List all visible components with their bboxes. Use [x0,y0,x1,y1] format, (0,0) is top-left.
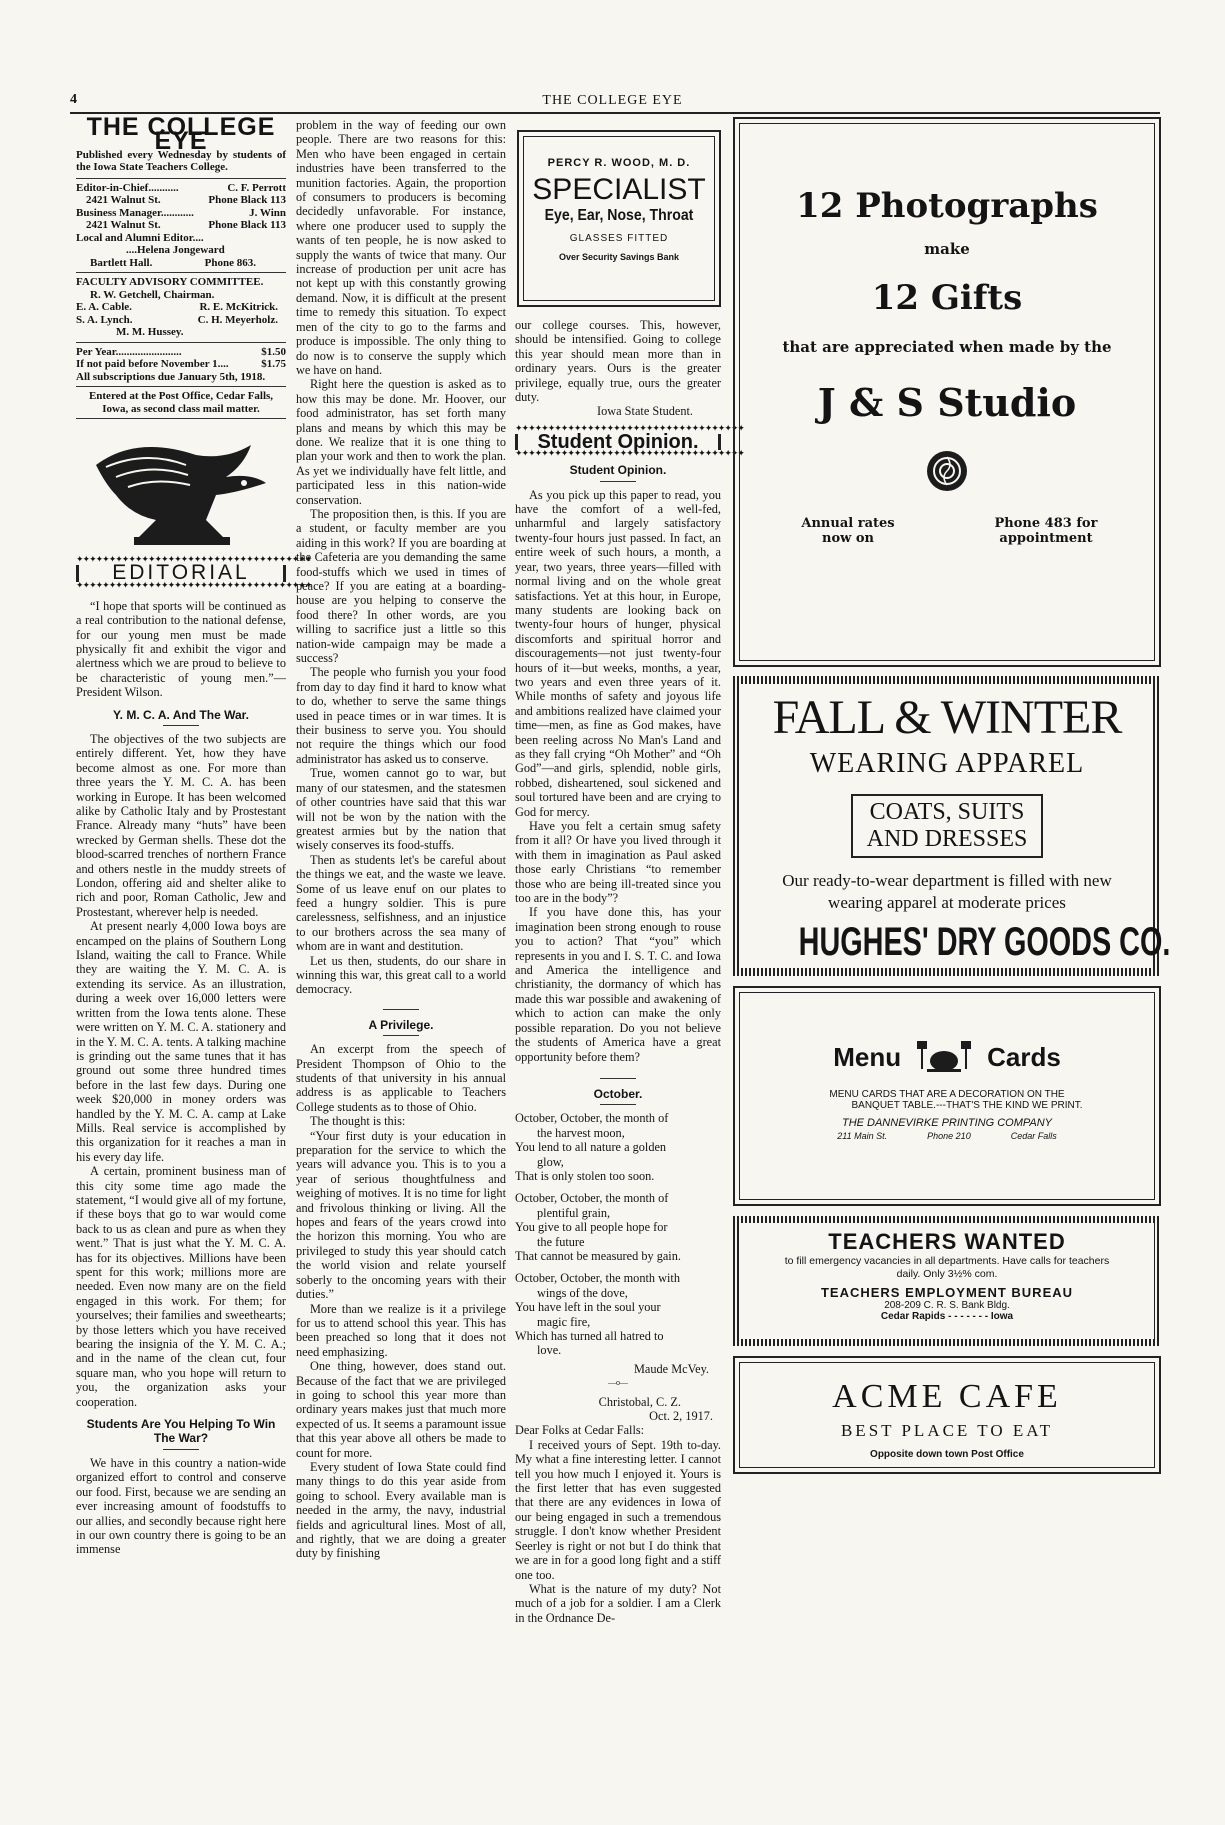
privilege-heading: A Privilege. [368,1017,434,1032]
poem-line: love. [537,1343,562,1358]
doctor-location: Over Security Savings Bank [558,252,680,262]
privilege-paragraph: The thought is this: [310,1114,406,1129]
studio-gifts: 12 Gifts [871,278,1023,318]
poem-line: wings of the dove, [537,1285,628,1300]
column-2 [296,118,506,1561]
wilson-quote: “I hope that sports will be continued as a real contribution to the national defense, for our young men must be made physically fit and exhibit the vigor and alertness which we are proud to believe to be characteristic of young men.”—President Wilson. [76,598,286,700]
column-3: our college courses. This, however, should be intensified. Going to college this year should mean more than in ordinary years. Ours is the greater privilege, equally true, ours the greater duty. Iowa State Student. ✦✦✦✦✦✦✦✦✦✦✦✦✦✦✦✦✦✦✦✦✦✦✦✦✦✦✦✦✦✦✦✦✦✦✦ Student Opinion. ✦✦✦✦✦✦✦✦✦✦✦✦✦✦✦✦✦✦✦✦✦✦✦✦✦✦✦✦✦✦✦✦✦✦✦ Student Opinion. As you pick up this paper to read, you have the comfort of a well-fed, unharmful and largely satisfactory twenty-four hours just passed. In fact, an entire week of such hours, a month, a year, two years, three years—filled with normal living and on the whole great satisfactions. Yet at this hour, in Europe, many students are looking back on twenty-four hours of hunger, physical discomforts and spiritual horror and discouragements—not just twenty-four hours of it—but weeks, months, a year, two years and even three years of it. While months of safety and joyous life and ambitions realized have claimed your time—men, as fine as God makes, have been reeling across No Man's Land and as they fall crying “Oh Mother” and “Oh God”—and girls, splendid, noble girls, robbed, disheartened, soul sickened and soul tortured have been and are crying to God for mercy. Have you felt a certain smug safety from it all? Or have you lived through it with them in imagination as Paul asked those early Christians “to remember those who are being ill-treated since you too are in the body”? If you have done this, has your imagination been strong enough to rouse you to action? That “you” which represents in you and I. S. T. C. and Iowa and America the intelligence and christianity, the dormancy of which has made this war possible and awakening of which to action can make the only possible reparation. Do you not believe the students of America have a great opportunity before them? October. October, October, the month of the harvest moon, You lend to all nature a golden glow, That is only stolen too soon. October, October, the month of plentiful grain, You give to all people hope for the future That cannot be measured by gain. October, October, the month with wings of the dove, You have left in the soul your magic fire, Which has turned all hatred to love. Maude McVey. —o— Christobal, C. Z. Oct. 2, 1917. Dear Folks at Cedar Falls: I received yours of Sept. 19th to-day. My what a fine interesting letter. I cannot tell you how much I enjoyed it. Yours is the first letter that has even suggested that there are any evidences in Iowa of our being engaged in such a tremendous struggle. I don't know whether President Seerley is right or not but I do think that we are in for a good long fight and a stiff one too. What is the nature of my duty? Not much of a job for a soldier. I am a Clerk in the Ordnance De- [515,318,744,1625]
help-heading: Students Are You Helping To Win The War? [86,1417,276,1446]
studio-headline: 12 Photographs [796,186,1098,226]
poem-line: You give to all people hope for [515,1220,668,1235]
student-opinion-heading: Student Opinion. [569,463,667,478]
employment-bureau: TEACHERS EMPLOYMENT BUREAU [820,1285,1074,1300]
poem-line: October, October, the month of [515,1111,669,1126]
poem-line: glow, [537,1154,564,1169]
bureau-address: 208-209 C. R. S. Bank Bldg. [884,1300,1010,1311]
student-opinion-box: ✦✦✦✦✦✦✦✦✦✦✦✦✦✦✦✦✦✦✦✦✦✦✦✦✦✦✦✦✦✦✦✦✦✦✦ Student Opinion. ✦✦✦✦✦✦✦✦✦✦✦✦✦✦✦✦✦✦✦✦✦✦✦✦✦✦✦✦✦✦✦✦✦✦✦ [515,423,744,460]
privilege-paragraph: More than we realize is it a privilege for us to attend school this year. This has been preached so long that it does not need emphasizing. [296,1301,506,1359]
staff-list: Editor-in-Chief........... C. F. Perrott 2421 Walnut St. Phone Black 113 Business Manager............ J. Winn 2421 Walnut St. Phone Black 113 Local and Alumni Editor.... ....Helena Jongeward Bartlett Hall. Phone 863. [76,181,286,269]
star-border-top: ✦✦✦✦✦✦✦✦✦✦✦✦✦✦✦✦✦✦✦✦✦✦✦✦✦✦✦✦✦✦✦✦✦✦✦✦ [76,555,312,566]
editorial-box [76,555,312,591]
specialty-line: Eye, Ear, Nose, Throat [544,207,694,224]
page-number: 4 [70,92,77,107]
studio-tagline: that are appreciated when made by the [782,338,1112,356]
acme-name: ACME CAFE [832,1378,1062,1415]
opinion-paragraph: Have you felt a certain smug safety from it all? Or have you lived through it with them in imagination as Paul asked those early Christians “to remember those who are being ill-treated since you too are in the body”? [515,819,721,906]
food-paragraph: problem in the way of feeding our own people. There are two reasons for this: Men who have been engaged in certain industries have been transferred to the munition factories. Again, the proportion of consumers to producers is becoming decidedly unfavorable. For instance, where one producer used to supply the wants of ten people, he is now asked to supply the wants of twice that many. Our increase of production per unit acre has not kept up with this constantly growing demand. Now, it is difficult at the present time to remedy this situation. To expect men of the city to go to the farms and produce is impossible. The only thing to do now is to conserve the supply which we have on hand. [296,118,506,377]
menu-cards-ad [733,986,1161,1206]
hughes-name: HUGHES' DRY GOODS CO. [798,920,1171,964]
studio-rates: Annual rates now on [801,516,895,546]
doctor-name: PERCY R. WOOD, M. D. [547,157,691,169]
poem-author: Maude McVey. [633,1361,709,1376]
privilege-paragraph: Every student of Iowa State could find many things to do this year aside from going to school. Every available man is needed in the army, the navy, industrial fields and agricultural lines. Most of all, and rightly, that we are doing a greater duty by finishing [296,1459,506,1561]
teachers-wanted-title: TEACHERS WANTED [828,1229,1066,1254]
ymca-paragraph: A certain, prominent business man of this city some time ago made the statement, “I would give all of my fortune, if these boys that go to war would come back to us as clean and pure as when they went.” That is just what the Y. M. C. A. has for its objectives. Millions have been spent for this work; millions more are needed. Even now many are on the field engaged in this work. For them; for yourselves; their families and sweethearts; by those letters which you have received bearing the insignia of the Y. M. C. A.; and in the name of the clean cut, four square man, who you hope will return to you, the organization asks your cooperation. [76,1164,287,1409]
poem-line: October, October, the month with [515,1271,680,1286]
subscription-rates: Per Year........................ $1.50 If not paid before November 1.... $1.75 All subscriptions due January 5th, 1918. [76,345,286,383]
poem-line: the future [537,1234,585,1249]
hughes-ad [733,676,1171,976]
acme-tagline: BEST PLACE TO EAT [840,1421,1054,1440]
rose-icon [923,447,971,495]
dining-icon [915,1039,973,1075]
studio-phone: Phone 483 for appointment [994,516,1098,546]
opinion-paragraph: If you have done this, has your imagination been strong enough to rouse you to action? That “you” which represents in you and I. S. T. C. and Iowa and America the intelligence and christianity, the dormancy of which has made this war possible and awakening of which to action can make the only possible reparation. Do you not believe the students of America have a great opportunity before them? [515,905,721,1064]
help-paragraph: We have in this country a nation-wide organized effort to control and conserve our food. First, because we are sending an ever increasing amount of foodstuffs to our allies, and secondly because right here in our own country there is going to be an immense [76,1455,286,1557]
eagle-illustration [76,425,286,550]
printing-city: Cedar Falls [1010,1131,1057,1141]
dresses-line: AND DRESSES [866,826,1028,852]
faculty-committee: FACULTY ADVISORY COMMITTEE. R. W. Getchell, Chairman. E. A. Cable. R. E. McKitrick. S. A. Lynch. C. H. Meyerholz. M. M. Hussey. [76,276,278,339]
letter-date: Oct. 2, 1917. [649,1409,713,1424]
printing-phone: Phone 210 [927,1131,971,1141]
poem-line: October, October, the month of [515,1191,669,1206]
opinion-paragraph: As you pick up this paper to read, you have the comfort of a well-fed, unharmful and largely satisfactory twenty-four hours just passed. In fact, an entire week of such hours, a month, a year, two years, three years—filled with normal living and on the whole great satisfactions. Yet at this hour, in Europe, many students are looking back on twenty-four hours of hunger, physical discomforts and spiritual horror and discouragements—not just twenty-four hours of it—but weeks, months, a year, two years and even three years of it. While months of safety and joyous life and ambitions realized have claimed your time—men, as fine as God makes, have been reeling across No Man's Land and as they fall crying “Oh Mother” and “Oh God”—and girls, splendid, noble girls, robbed, disheartened, soul sickened and soul tortured have been and are crying to God for mercy. [515,487,721,819]
teachers-line-2: daily. Only 3½% com. [896,1268,998,1280]
postal-entry: Entered at the Post Office, Cedar Falls, Iowa, as second class mail matter. [88,390,274,415]
specialist-label: SPECIALIST [532,173,706,206]
printing-company: THE DANNEVIRKE PRINTING COMPANY [841,1117,1053,1129]
student-opinion-label: Student Opinion. [515,434,721,450]
cards-word: Cards [987,1041,1061,1072]
signature: Iowa State Student. [597,404,693,419]
letter-paragraph: I received yours of Sept. 19th to-day. My what a fine interesting letter. I cannot tell you how much I enjoyed it. Yours is the first letter that has even suggested that there are any evidences in Iowa of our being engaged in such a tremendous struggle. I don't know whether President Seerley is right or not but I do think that we are in for a good long fight and a stiff one too. [515,1437,721,1582]
letter-place: Christobal, C. Z. [598,1394,681,1409]
acme-location: Opposite down town Post Office [870,1449,1024,1460]
ymca-paragraph: The objectives of the two subjects are entirely different. Yet, how they have become almost as one. For more than three years the Y. M. C. A. has been working in Europe. It has been welcomed alike by Catholic Italy and by Prostestant France. Already many “huts” have been wrecked by German shells. These dot the blood-scarred trenches of northern France and others nestle in the muddy streets of London, offering aid and shelter alike to rich and poor, Roman Catholic, Jew and Prostestant, wherever help is needed. [76,731,286,919]
poem-line: plentiful grain, [537,1205,611,1220]
privilege-paragraph: One thing, however, does stand out. Because of the fact that we are privileged in going to school this year more than ordinary years makes just that much more expected of us. It seems a paramount issue that this year above all others be made to count for more. [296,1359,506,1460]
menu-line-1: MENU CARDS THAT ARE A DECORATION ON THE [829,1089,1065,1100]
privilege-paragraph: “Your first duty is your education in preparation for the service to which the years will advance you. This is to you a year of serious thoughtfulness and weighing of motives. It is no time for light and frivolous thinking or living. All the hopes and fears of the years crowd into the horizon this morning. You who are privileged to study this year should catch the world vision and relate yourself soberly to the oncoming years with their duties.” [296,1128,506,1302]
masthead-title: THE COLLEGE EYE [86,113,276,156]
poem-line: You lend to all nature a golden [515,1140,667,1155]
letter-paragraph: What is the nature of my duty? Not much of a job for a soldier. I am a Clerk in the Ordnance De- [515,1581,721,1625]
food-paragraph: True, women cannot go to war, but many of our statesmen, and the statesmen of other countries have said that this war will not be won by the nation with the greatest armies but by the nation that wisely conserves its food-stuffs. [296,766,506,853]
coats-box [851,794,1044,858]
poem-line: the harvest moon, [537,1125,625,1140]
hughes-description: Our ready-to-wear department is filled with new wearing apparel at moderate prices [782,871,1112,912]
poem-line: That is only stolen too soon. [515,1168,655,1183]
privilege-paragraph: An excerpt from the speech of President Thompson of Ohio to the students of that university in his annual address is as applicable to Teachers College students as to those of Ohio. [296,1042,506,1114]
food-paragraph: Right here the question is asked as to how this may be done. Mr. Hoover, our food administrator, has set forth many plans and means by which this may be done. We realize that it is one thing to plan your work and then to work the plan. As yet we individually have felt little, and participated less in this nation-wide conservation. [296,377,506,507]
food-paragraph: The people who furnish you your food from day to day find it hard to know what to do, whether to serve the same things used in peace times or in war times. It is their business to serve you. You should not require the things which our food administrator has asked us to conserve. [296,665,506,766]
poem-line: That cannot be measured by gain. [515,1248,681,1263]
poem-line: magic fire, [537,1314,591,1329]
masthead-published: Published every Wednesday by students of the Iowa State Teachers College. [76,148,286,174]
bureau-city: Cedar Rapids - - - - - - - Iowa [880,1311,1014,1322]
coats-line: COATS, SUITS [869,799,1025,825]
opinion-paragraph: our college courses. This, however, should be intensified. Going to college this year should mean more than in ordinary years. Ours is the greater privilege, equally true, ours the greater duty. [515,318,721,405]
studio-make: make [924,240,970,258]
wearing-apparel: WEARING APPAREL [809,748,1085,779]
glasses-fitted: GLASSES FITTED [569,233,669,244]
acme-cafe-ad [733,1356,1161,1474]
teachers-wanted-ad [733,1216,1161,1346]
menu-line-2: BANQUET TABLE.---THAT'S THE KIND WE PRINT. [851,1100,1083,1111]
poem-line: Which has turned all hatred to [515,1329,664,1343]
food-paragraph: Let us then, students, do our share in winning this war, this great call to a world democracy. [296,953,506,997]
fall-winter-heading: FALL & WINTER [772,691,1122,744]
column-1 [76,113,312,1557]
editorial-label: EDITORIAL [76,565,286,581]
october-heading: October. [593,1086,643,1101]
menu-word: Menu [833,1041,902,1072]
running-title: THE COLLEGE EYE [542,93,683,108]
ymca-heading: Y. M. C. A. And The War. [112,707,249,722]
poem-line [515,1263,721,1271]
food-paragraph: Then as students let's be careful about the things we eat, and the waste we leave. Some of us leave enuf on our plates to feed a hungry soldier. This is pure carelessness, selfishness, and an injustice to our brothers across the sea many of whom are in want and destitution. [296,852,506,954]
letter-salutation: Dear Folks at Cedar Falls: [515,1423,645,1438]
studio-ad [733,117,1161,667]
october-poem [515,1111,721,1358]
poem-line [515,1183,721,1191]
poem-line: You have left in the soul your [515,1300,661,1315]
ymca-paragraph: At present nearly 4,000 Iowa boys are encamped on the plains of Southern Long Island, waiting the call to France. While they are waiting the Y. M. C. A. is extending its service. As an illustration, during a week over 16,000 letters were written from the Iowa tents alone. These were written on Y. M. C. A. stationery and in the Y. M. C. A. tents. A talking machine is grinding out the same tunes that it has ground out some three hundred times before in the last few days. During one week $20,000 in money orders was handled by the Y. M. C. A. camp at Lake Mills. Real service is accomplished by this organization for it reaches a man in his every day life. [76,919,286,1164]
food-paragraph: The proposition then, is this. If you are a student, or faculty member are you aiding in this work? If you are boarding at the Cafeteria are you demanding the same food-stuffs which we used in times of peace? If you are eating at a boarding-house are you helping to conserve the food there? In other words, are you willing to sacrifice just a little so this nation-wide campaign may be made a success? [296,506,506,666]
teachers-line-1: to fill emergency vacancies in all departments. Have calls for teachers [784,1255,1110,1267]
studio-name: J & S Studio [817,380,1077,425]
wood-specialist-ad [517,130,721,307]
printing-address: 211 Main St. [837,1131,888,1141]
star-border-bottom: ✦✦✦✦✦✦✦✦✦✦✦✦✦✦✦✦✦✦✦✦✦✦✦✦✦✦✦✦✦✦✦✦✦✦✦✦ [76,580,312,591]
